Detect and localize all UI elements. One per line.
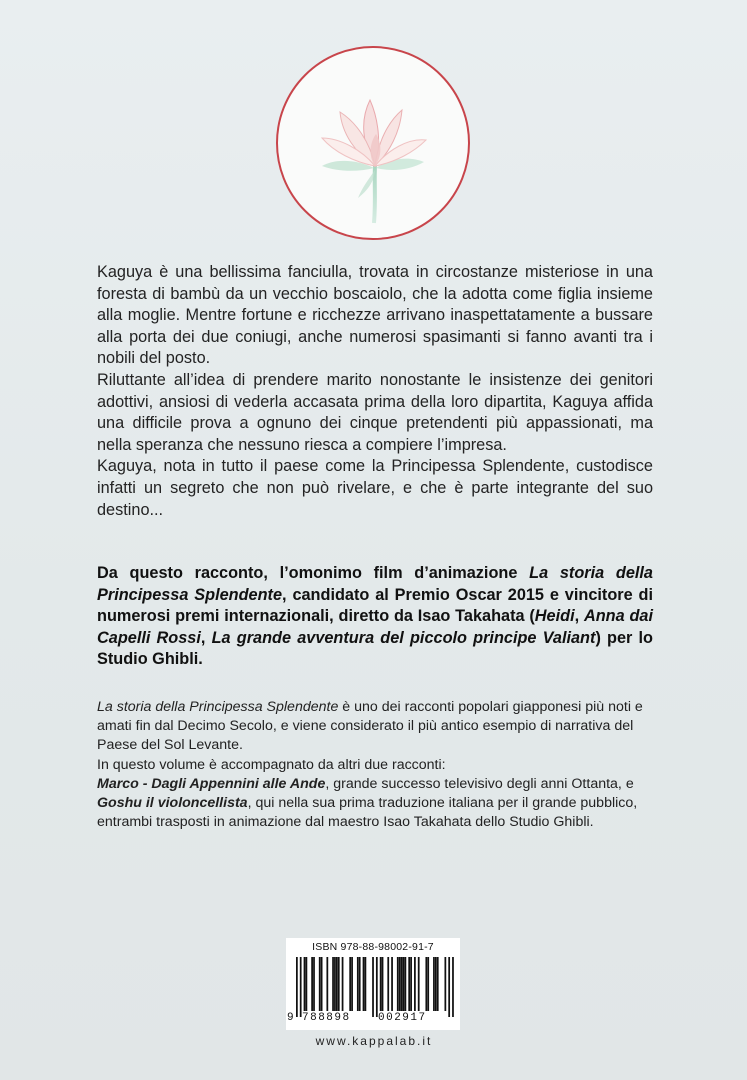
barcode-bar [448, 957, 450, 1017]
barcode-bar [372, 957, 374, 1017]
barcode-bar [401, 957, 403, 1011]
barcode-bar [336, 957, 338, 1011]
intro-sep-2: , [200, 628, 212, 647]
barcode-bar [418, 957, 420, 1011]
barcode-bars [296, 957, 454, 1017]
intro-sep-1: , [574, 607, 584, 626]
barcode-bar [444, 957, 446, 1011]
about-paragraph-2 [97, 756, 653, 833]
barcode-bar [334, 957, 336, 1011]
barcode-bar [452, 957, 454, 1017]
about-text-3: , grande successo televisivo degli anni Ottanta, e [325, 775, 634, 792]
barcode-bar [338, 957, 340, 1011]
intro-text-3: ) per lo Studio Ghibli. [97, 628, 653, 669]
barcode-bar [380, 957, 382, 1011]
barcode-bar [349, 957, 351, 1011]
barcode-bar [306, 957, 308, 1011]
film-title: La storia della Principessa Splendente [97, 564, 653, 604]
work-valiant: La grande avventura del piccolo principe Valiant [211, 628, 596, 647]
barcode-bar [326, 957, 328, 1011]
barcode-bar [365, 957, 367, 1011]
barcode-bar [311, 957, 313, 1011]
about-text-1: è uno dei racconti popolari giapponesi più noti e amati fin dal Decimo Secolo, e viene considerato il più antico esempio di narrativa del Paese del Sol Levante. [97, 699, 643, 754]
barcode-bar [437, 957, 439, 1011]
synopsis-text [97, 262, 653, 521]
barcode-bar [300, 957, 302, 1017]
barcode-bar [399, 957, 401, 1011]
barcode-bar [332, 957, 334, 1011]
barcode-bar [363, 957, 365, 1011]
about-text-2: In questo volume è accompagnato da altri due racconti: [97, 756, 446, 773]
publisher-website: www.kappalab.it [315, 1034, 433, 1048]
story-title: La storia della Principessa Splendente [97, 699, 339, 715]
barcode-bar [403, 957, 405, 1011]
barcode-bar [405, 957, 407, 1011]
barcode-bar [376, 957, 378, 1017]
barcode-bar [408, 957, 410, 1011]
barcode-bar [319, 957, 321, 1011]
intro-text-2: , candidato al Premio Oscar 2015 e vincitore di numerosi premi internazionali, diretto da Isao Takahata ( [97, 585, 653, 626]
lotus-flower-icon [278, 48, 470, 240]
barcode-bar [425, 957, 427, 1011]
about-text [97, 698, 653, 832]
synopsis-paragraph-3: Kaguya, nota in tutto il paese come la Principessa Splendente, custodisce infatti un segreto che non può rivelare, e che è parte integrante del suo destino... [97, 457, 653, 519]
barcode-bar [342, 957, 344, 1011]
barcode-digit-first: 9 [287, 1012, 296, 1024]
work-goshu: Goshu il violoncellista [97, 795, 248, 812]
work-anna: Anna dai Capelli Rossi [97, 607, 653, 647]
synopsis-paragraph-1: Kaguya è una bellissima fanciulla, trovata in circostanze misteriose in una foresta di bambù da un vecchio boscaiolo, che la adotta come figlia insieme alla moglie. Mentre fortune e ricchezze arrivano inaspettatamente a bussare alla porta dei due coniugi, anche numerosi spasimanti si fanno avanti tra i nobili del posto. [97, 263, 653, 368]
barcode-bar [410, 957, 412, 1011]
barcode-bar [321, 957, 323, 1011]
film-intro-text [97, 563, 653, 671]
film-intro-paragraph [97, 563, 653, 671]
work-marco: Marco - Dagli Appennini alle Ande [97, 775, 326, 792]
about-text-4: , qui nella sua prima traduzione italiana per il grande pubblico, entrambi trasposti in animazione dal maestro Isao Takahata dello Studio Ghibli. [97, 795, 638, 831]
barcode-bar [427, 957, 429, 1011]
synopsis-paragraph-2: Riluttante all’idea di prendere marito nonostante le insistenze dei genitori adottivi, ansiosi di vederla accasata prima della loro dipartita, Kaguya affida una difficile prova a ognuno dei cinque pretendenti più appassionati, ma nella speranza che nessuno riesca a compiere l’impresa. [97, 370, 653, 454]
barcode [286, 938, 460, 1030]
barcode-bar [357, 957, 359, 1011]
barcode-bar [359, 957, 361, 1011]
barcode-bar [382, 957, 384, 1011]
barcode-bar [351, 957, 353, 1011]
about-paragraph-1 [97, 698, 653, 756]
isbn-label: ISBN 978-88-98002-91-7 [312, 941, 434, 953]
barcode-bar [414, 957, 416, 1011]
work-heidi: Heidi [534, 607, 575, 626]
lotus-medallion [276, 46, 470, 240]
intro-text-1: Da questo racconto, l’omonimo film d’animazione [97, 564, 530, 582]
barcode-bar [304, 957, 306, 1011]
barcode-bar [433, 957, 435, 1011]
barcode-digits-right: 002917 [378, 1012, 427, 1024]
barcode-bar [435, 957, 437, 1011]
barcode-bar [313, 957, 315, 1011]
barcode-bar [397, 957, 399, 1011]
barcode-bar [296, 957, 298, 1017]
barcode-bar [387, 957, 389, 1011]
barcode-bar [391, 957, 393, 1011]
barcode-digits-left: 788898 [302, 1012, 351, 1024]
